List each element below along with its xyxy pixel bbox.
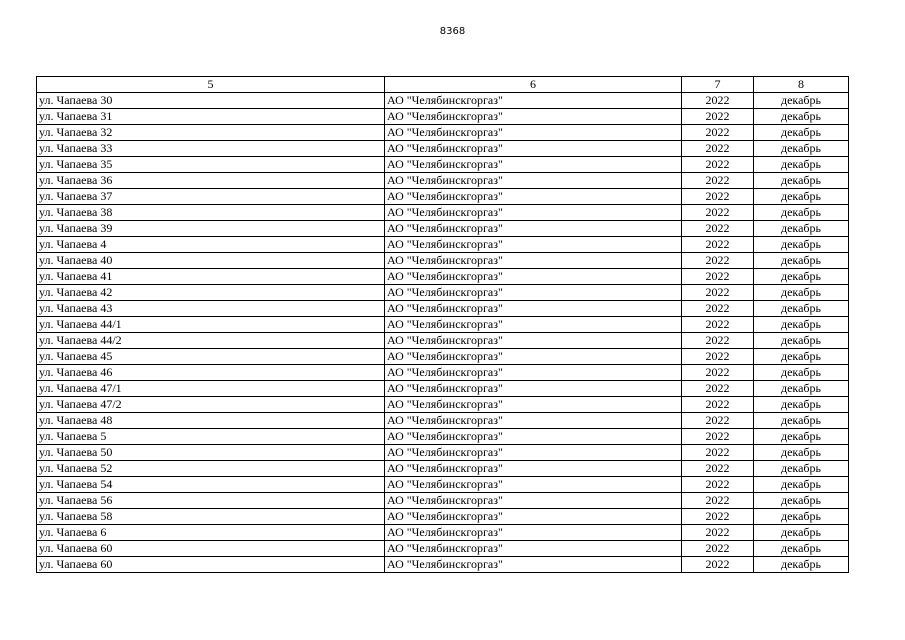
month-cell: декабрь: [754, 269, 849, 285]
year-cell: 2022: [682, 365, 754, 381]
address-cell: ул. Чапаева 46: [37, 365, 385, 381]
month-cell: декабрь: [754, 221, 849, 237]
organization-cell: АО "Челябинскгоргаз": [385, 317, 682, 333]
table-row: [37, 173, 849, 189]
month-cell: декабрь: [754, 557, 849, 573]
year-cell: 2022: [682, 525, 754, 541]
month-cell: декабрь: [754, 253, 849, 269]
month-cell: декабрь: [754, 525, 849, 541]
address-cell: ул. Чапаева 37: [37, 189, 385, 205]
table-row: [37, 157, 849, 173]
organization-cell: АО "Челябинскгоргаз": [385, 397, 682, 413]
month-cell: декабрь: [754, 541, 849, 557]
year-cell: 2022: [682, 173, 754, 189]
table-row: [37, 189, 849, 205]
table-row: [37, 413, 849, 429]
address-cell: ул. Чапаева 33: [37, 141, 385, 157]
month-cell: декабрь: [754, 173, 849, 189]
organization-cell: АО "Челябинскгоргаз": [385, 509, 682, 525]
year-cell: 2022: [682, 93, 754, 109]
address-cell: ул. Чапаева 38: [37, 205, 385, 221]
organization-cell: АО "Челябинскгоргаз": [385, 541, 682, 557]
year-cell: 2022: [682, 461, 754, 477]
column-header: 8: [754, 77, 849, 93]
address-cell: ул. Чапаева 52: [37, 461, 385, 477]
year-cell: 2022: [682, 397, 754, 413]
year-cell: 2022: [682, 349, 754, 365]
month-cell: декабрь: [754, 157, 849, 173]
organization-cell: АО "Челябинскгоргаз": [385, 173, 682, 189]
address-cell: ул. Чапаева 35: [37, 157, 385, 173]
address-cell: ул. Чапаева 43: [37, 301, 385, 317]
table-row: [37, 541, 849, 557]
month-cell: декабрь: [754, 493, 849, 509]
year-cell: 2022: [682, 125, 754, 141]
table-row: [37, 237, 849, 253]
year-cell: 2022: [682, 269, 754, 285]
year-cell: 2022: [682, 445, 754, 461]
table-row: [37, 397, 849, 413]
month-cell: декабрь: [754, 141, 849, 157]
year-cell: 2022: [682, 493, 754, 509]
month-cell: декабрь: [754, 413, 849, 429]
address-cell: ул. Чапаева 58: [37, 509, 385, 525]
month-cell: декабрь: [754, 237, 849, 253]
address-cell: ул. Чапаева 30: [37, 93, 385, 109]
table-row: [37, 429, 849, 445]
month-cell: декабрь: [754, 125, 849, 141]
address-cell: ул. Чапаева 5: [37, 429, 385, 445]
table-row: [37, 269, 849, 285]
table-row: [37, 509, 849, 525]
month-cell: декабрь: [754, 461, 849, 477]
year-cell: 2022: [682, 477, 754, 493]
year-cell: 2022: [682, 429, 754, 445]
column-header: 5: [37, 77, 385, 93]
year-cell: 2022: [682, 221, 754, 237]
address-cell: ул. Чапаева 54: [37, 477, 385, 493]
address-cell: ул. Чапаева 42: [37, 285, 385, 301]
table-row: [37, 557, 849, 573]
organization-cell: АО "Челябинскгоргаз": [385, 125, 682, 141]
address-cell: ул. Чапаева 60: [37, 557, 385, 573]
year-cell: 2022: [682, 253, 754, 269]
address-cell: ул. Чапаева 40: [37, 253, 385, 269]
month-cell: декабрь: [754, 381, 849, 397]
organization-cell: АО "Челябинскгоргаз": [385, 109, 682, 125]
organization-cell: АО "Челябинскгоргаз": [385, 269, 682, 285]
year-cell: 2022: [682, 205, 754, 221]
address-cell: ул. Чапаева 60: [37, 541, 385, 557]
table-row: [37, 221, 849, 237]
address-cell: ул. Чапаева 31: [37, 109, 385, 125]
table-row: [37, 365, 849, 381]
year-cell: 2022: [682, 413, 754, 429]
organization-cell: АО "Челябинскгоргаз": [385, 285, 682, 301]
address-cell: ул. Чапаева 50: [37, 445, 385, 461]
month-cell: декабрь: [754, 333, 849, 349]
page-number: 8368: [439, 26, 466, 37]
organization-cell: АО "Челябинскгоргаз": [385, 237, 682, 253]
month-cell: декабрь: [754, 445, 849, 461]
month-cell: декабрь: [754, 349, 849, 365]
month-cell: декабрь: [754, 205, 849, 221]
month-cell: декабрь: [754, 365, 849, 381]
table-row: [37, 381, 849, 397]
column-header: 6: [385, 77, 682, 93]
table-row: [37, 493, 849, 509]
year-cell: 2022: [682, 557, 754, 573]
address-cell: ул. Чапаева 6: [37, 525, 385, 541]
month-cell: декабрь: [754, 189, 849, 205]
address-cell: ул. Чапаева 32: [37, 125, 385, 141]
organization-cell: АО "Челябинскгоргаз": [385, 365, 682, 381]
table-row: [37, 349, 849, 365]
address-cell: ул. Чапаева 36: [37, 173, 385, 189]
column-header: 7: [682, 77, 754, 93]
organization-cell: АО "Челябинскгоргаз": [385, 525, 682, 541]
month-cell: декабрь: [754, 317, 849, 333]
organization-cell: АО "Челябинскгоргаз": [385, 141, 682, 157]
month-cell: декабрь: [754, 285, 849, 301]
table-row: [37, 445, 849, 461]
month-cell: декабрь: [754, 301, 849, 317]
address-cell: ул. Чапаева 47/2: [37, 397, 385, 413]
address-cell: ул. Чапаева 4: [37, 237, 385, 253]
organization-cell: АО "Челябинскгоргаз": [385, 461, 682, 477]
year-cell: 2022: [682, 109, 754, 125]
table-row: [37, 333, 849, 349]
address-cell: ул. Чапаева 45: [37, 349, 385, 365]
organization-cell: АО "Челябинскгоргаз": [385, 253, 682, 269]
year-cell: 2022: [682, 285, 754, 301]
year-cell: 2022: [682, 381, 754, 397]
month-cell: декабрь: [754, 429, 849, 445]
organization-cell: АО "Челябинскгоргаз": [385, 557, 682, 573]
header-row: [37, 77, 849, 93]
address-cell: ул. Чапаева 47/1: [37, 381, 385, 397]
table-row: [37, 461, 849, 477]
table-body: [37, 93, 849, 573]
organization-cell: АО "Челябинскгоргаз": [385, 205, 682, 221]
table-row: [37, 477, 849, 493]
organization-cell: АО "Челябинскгоргаз": [385, 301, 682, 317]
month-cell: декабрь: [754, 509, 849, 525]
table-row: [37, 301, 849, 317]
organization-cell: АО "Челябинскгоргаз": [385, 157, 682, 173]
address-cell: ул. Чапаева 44/1: [37, 317, 385, 333]
year-cell: 2022: [682, 189, 754, 205]
organization-cell: АО "Челябинскгоргаз": [385, 429, 682, 445]
year-cell: 2022: [682, 157, 754, 173]
month-cell: декабрь: [754, 109, 849, 125]
year-cell: 2022: [682, 141, 754, 157]
table-row: [37, 125, 849, 141]
table-row: [37, 253, 849, 269]
address-cell: ул. Чапаева 56: [37, 493, 385, 509]
address-cell: ул. Чапаева 48: [37, 413, 385, 429]
year-cell: 2022: [682, 333, 754, 349]
organization-cell: АО "Челябинскгоргаз": [385, 93, 682, 109]
organization-cell: АО "Челябинскгоргаз": [385, 221, 682, 237]
year-cell: 2022: [682, 301, 754, 317]
registry-table: [36, 76, 849, 573]
table-row: [37, 285, 849, 301]
table-row: [37, 141, 849, 157]
organization-cell: АО "Челябинскгоргаз": [385, 189, 682, 205]
year-cell: 2022: [682, 237, 754, 253]
table-row: [37, 205, 849, 221]
month-cell: декабрь: [754, 397, 849, 413]
year-cell: 2022: [682, 541, 754, 557]
table-row: [37, 317, 849, 333]
table-row: [37, 93, 849, 109]
year-cell: 2022: [682, 509, 754, 525]
month-cell: декабрь: [754, 477, 849, 493]
table-row: [37, 109, 849, 125]
organization-cell: АО "Челябинскгоргаз": [385, 349, 682, 365]
table-row: [37, 525, 849, 541]
address-cell: ул. Чапаева 39: [37, 221, 385, 237]
year-cell: 2022: [682, 317, 754, 333]
organization-cell: АО "Челябинскгоргаз": [385, 477, 682, 493]
organization-cell: АО "Челябинскгоргаз": [385, 333, 682, 349]
organization-cell: АО "Челябинскгоргаз": [385, 413, 682, 429]
month-cell: декабрь: [754, 93, 849, 109]
address-cell: ул. Чапаева 44/2: [37, 333, 385, 349]
address-cell: ул. Чапаева 41: [37, 269, 385, 285]
organization-cell: АО "Челябинскгоргаз": [385, 493, 682, 509]
organization-cell: АО "Челябинскгоргаз": [385, 445, 682, 461]
organization-cell: АО "Челябинскгоргаз": [385, 381, 682, 397]
